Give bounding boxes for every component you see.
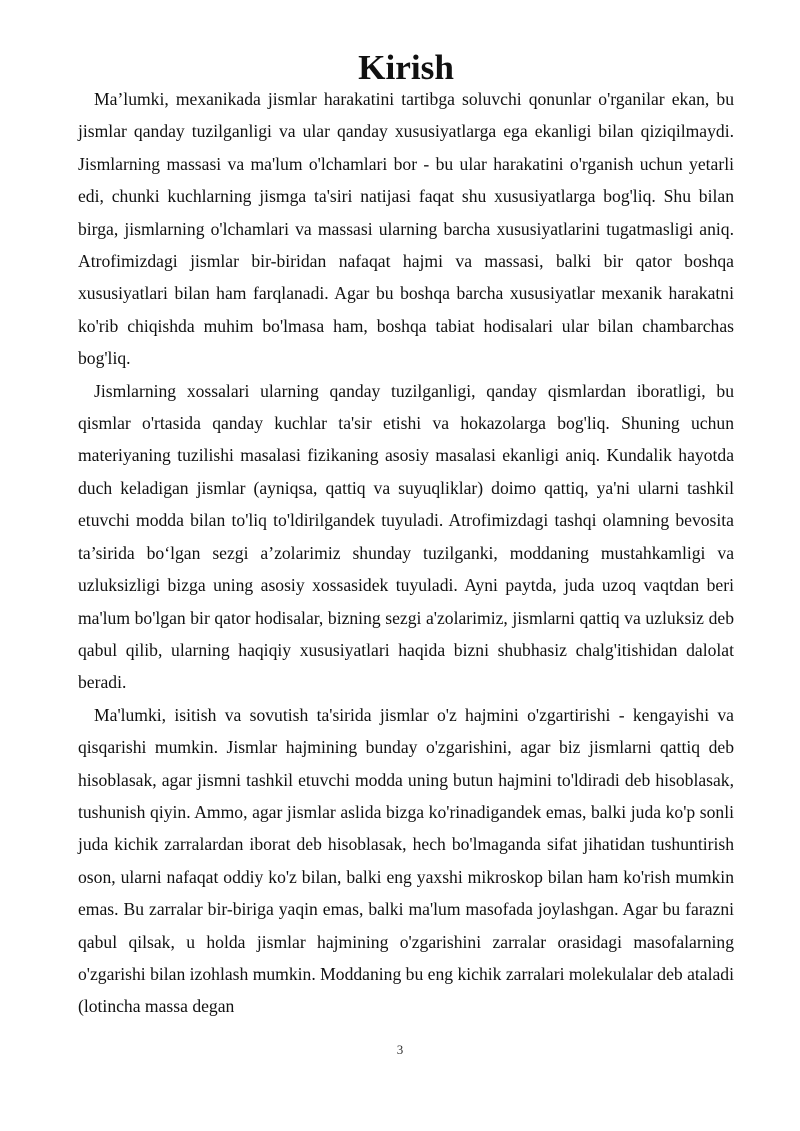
paragraph-2: Jismlarning xossalari ularning qanday tuzilganligi, qanday qismlardan iboratligi, bu qismlar o'rtasida qanday kuchlar ta'sir etishi va hokazolarga bog'liq. Shuning uchun materiyaning tuzilishi masalasi fizikaning asosiy masalasi ekanligi aniq. Kundalik hayotda duch keladigan jismlar (ayniqsa, qattiq va suyuqliklar) doimo qattiq, ya'ni ularni tashkil etuvchi modda bilan to'liq to'ldirilgandek tuyuladi. Atrofimizdagi tashqi olamning bevosita ta’sirida bo‘lgan sezgi a’zolarimiz shunday tuzilganki, moddaning mustahkamligi va uzluksizligi bizga uning asosiy xossasidek tuyuladi. Ayni paytda, juda uzoq vaqtdan beri ma'lum bo'lgan bir qator hodisalar, bizning sezgi a'zolarimiz, jismlarni qattiq va uzluksiz deb qabul qilib, ularning haqiqiy xususiyatlari haqida bizni shubhasiz chalg'itishidan dalolat beradi. [78, 380, 734, 693]
paragraph-1: Ma’lumki, mexanikada jismlar harakatini tartibga soluvchi qonunlar o'rganilar ekan, bu jismlar qanday tuzilganligi va ular qanday xususiyatlarga ega ekanligi bilan qiziqilmaydi. Jismlarning massasi va ma'lum o'lchamlari bor - bu ular harakatini o'rganish uchun yetarli edi, chunki kuchlarning jismga ta'siri natijasi faqat shu xususiyatlarga bog'liq. Shu bilan birga, jismlarning o'lchamlari va massasi ularning barcha xususiyatlarini tugatmasligi aniq. Atrofimizdagi jismlar bir-biridan nafaqat hajmi va massasi, balki bir qator boshqa xususiyatlari bilan ham farqlanadi. Agar bu boshqa barcha xususiyatlar mexanik harakatni ko'rib chiqishda muhim bo'lmasa ham, boshqa tabiat hodisalari ular bilan chambarchas bog'liq. [78, 89, 734, 369]
page-number: 3 [396, 1042, 404, 1057]
document-page [78, 48, 734, 1023]
section-title: Kirish [358, 48, 454, 87]
paragraph-3: Ma'lumki, isitish va sovutish ta'sirida jismlar o'z hajmini o'zgartirishi - kengayishi va qisqarishi mumkin. Jismlar hajmining bunday o'zgarishini, agar biz jismlarni qattiq deb hisoblasak, agar jismni tashkil etuvchi modda uning butun hajmini to'ldiradi deb hisoblasak, tushunish qiyin. Ammo, agar jismlar aslida bizga ko'rinadigandek emas, balki juda ko'p sonli juda kichik zarralardan iborat deb hisoblasak, hech bo'lmaganda sifat jihatidan tushuntirish oson, ularni nafaqat oddiy ko'z bilan, balki eng yaxshi mikroskop bilan ham ko'rish mumkin emas. Bu zarralar bir-biriga yaqin emas, balki ma'lum masofada joylashgan. Agar bu farazni qabul qilsak, u holda jismlar hajmining o'zgarishini zarralar orasidagi masofalarning o'zgarishi bilan izohlash mumkin. Moddaning bu eng kichik zarralari molekulalar deb ataladi (lotincha massa degan [78, 704, 734, 1017]
